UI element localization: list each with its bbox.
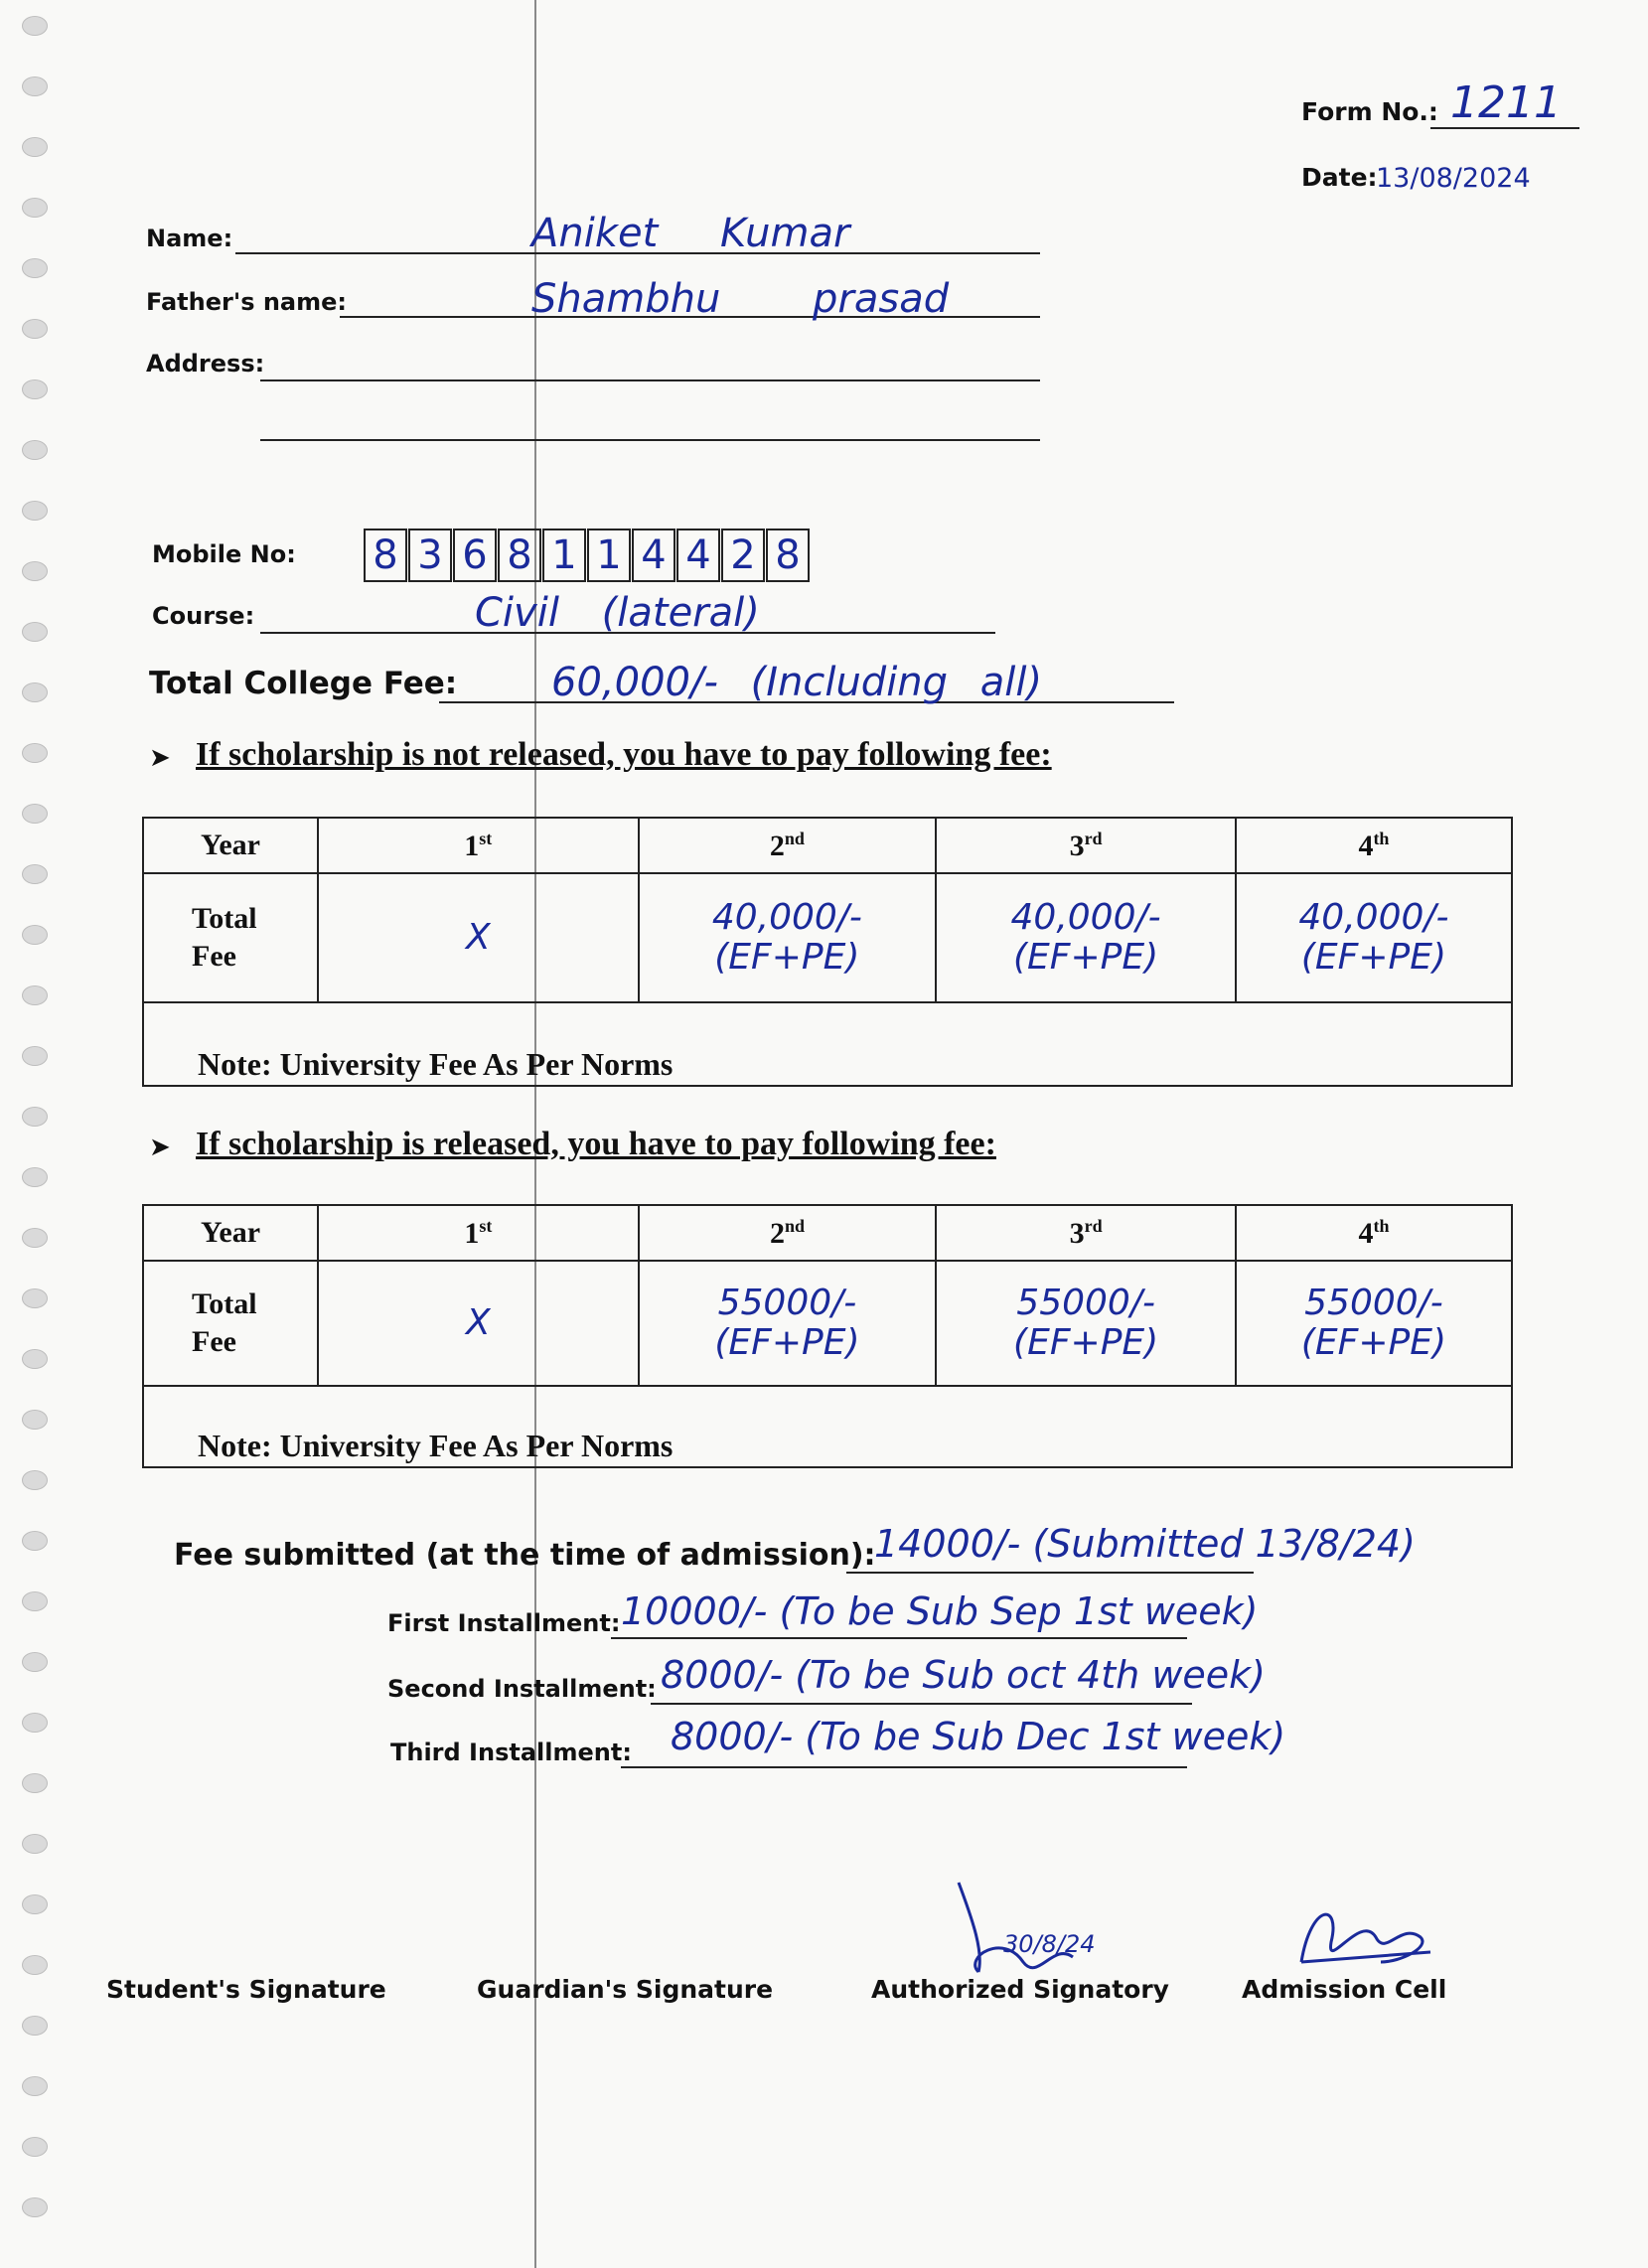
binder-hole <box>22 2137 48 2157</box>
year-3-header: 3rd <box>936 1205 1236 1261</box>
fee-year-2: 55000/- (EF+PE) <box>639 1261 937 1386</box>
binder-hole <box>22 16 48 36</box>
father-name-label: Father's name: <box>146 288 348 316</box>
binder-hole <box>22 440 48 460</box>
form-no-line <box>1430 127 1579 129</box>
binder-hole <box>22 1713 48 1733</box>
total-fee-label: Total College Fee: <box>149 666 458 701</box>
binder-hole <box>22 1288 48 1308</box>
mobile-digit-box: 4 <box>676 529 720 582</box>
form-no-label: Form No.: <box>1301 97 1438 126</box>
bullet-arrow-icon: ➤ <box>149 1133 171 1162</box>
not-released-heading: If scholarship is not released, you have to pay following fee: <box>196 736 1052 773</box>
binder-hole <box>22 1107 48 1127</box>
binder-hole <box>22 1955 48 1975</box>
mobile-digit-box: 8 <box>498 529 541 582</box>
authorized-date-mark: 30/8/24 <box>1003 1930 1096 1958</box>
mobile-digit-box: 4 <box>632 529 675 582</box>
binder-hole <box>22 1652 48 1672</box>
table-row <box>143 873 1512 1002</box>
guardian-signature-label: Guardian's Signature <box>477 1975 774 2004</box>
third-installment-value: 8000/- (To be Sub Dec 1st week) <box>671 1715 1286 1758</box>
binder-hole <box>22 2076 48 2096</box>
year-header: Year <box>143 818 318 873</box>
name-value: Aniket Kumar <box>531 211 850 256</box>
binder-hole <box>22 985 48 1005</box>
fee-table-released <box>142 1204 1513 1468</box>
table-row <box>143 1386 1512 1467</box>
binder-hole <box>22 2016 48 2036</box>
binder-hole <box>22 501 48 521</box>
second-installment-line <box>651 1703 1192 1705</box>
year-2-header: 2nd <box>639 1205 937 1261</box>
mobile-digit-box: 2 <box>721 529 765 582</box>
first-installment-label: First Installment: <box>387 1609 621 1637</box>
mobile-digit-box: 8 <box>766 529 810 582</box>
university-fee-note: Note: University Fee As Per Norms <box>143 1386 1512 1467</box>
binder-hole <box>22 682 48 702</box>
year-4-header: 4th <box>1236 1205 1512 1261</box>
fee-year-3: 55000/- (EF+PE) <box>936 1261 1236 1386</box>
year-1-header: 1st <box>318 818 638 873</box>
binder-hole <box>22 1591 48 1611</box>
fee-year-1: X <box>318 1261 639 1386</box>
binder-hole <box>22 1228 48 1248</box>
year-1-header: 1st <box>318 1205 639 1261</box>
table-row <box>143 818 1512 873</box>
second-installment-label: Second Installment: <box>387 1675 657 1703</box>
student-signature-label: Student's Signature <box>106 1975 386 2004</box>
binder-hole <box>22 743 48 763</box>
binder-hole <box>22 1167 48 1187</box>
authorized-signatory-label: Authorized Signatory <box>871 1975 1169 2004</box>
mobile-digit-box: 6 <box>453 529 497 582</box>
mobile-digit-box: 1 <box>587 529 631 582</box>
address-line-1 <box>260 379 1040 381</box>
binder-hole <box>22 1894 48 1914</box>
year-2-header: 2nd <box>639 818 937 873</box>
second-installment-value: 8000/- (To be Sub oct 4th week) <box>661 1653 1266 1697</box>
binder-hole <box>22 198 48 218</box>
table-row <box>143 1205 1512 1261</box>
first-installment-value: 10000/- (To be Sub Sep 1st week) <box>621 1589 1259 1633</box>
address-line-2 <box>260 439 1040 441</box>
binder-hole <box>22 137 48 157</box>
year-header: Year <box>143 1205 318 1261</box>
total-fee-row-label: Total Fee <box>143 873 318 1002</box>
university-fee-note: Note: University Fee As Per Norms <box>143 1002 1512 1086</box>
table-row <box>143 1002 1512 1086</box>
fee-year-4: 55000/- (EF+PE) <box>1236 1261 1512 1386</box>
binder-hole <box>22 379 48 399</box>
bullet-arrow-icon: ➤ <box>149 743 171 773</box>
fee-submitted-value: 14000/- (Submitted 13/8/24) <box>874 1522 1416 1566</box>
released-heading: If scholarship is released, you have to pay following fee: <box>196 1126 996 1162</box>
fee-year-3: 40,000/- (EF+PE) <box>936 873 1236 1002</box>
fee-submitted-label: Fee submitted (at the time of admission): <box>174 1538 876 1573</box>
mobile-digit-box: 1 <box>542 529 586 582</box>
table-row <box>143 1261 1512 1386</box>
binder-hole <box>22 804 48 824</box>
admission-cell-label: Admission Cell <box>1242 1975 1447 2004</box>
fee-year-2: 40,000/- (EF+PE) <box>639 873 937 1002</box>
mobile-digit-box: 3 <box>408 529 452 582</box>
father-name-value: Shambhu prasad <box>531 276 950 322</box>
fee-submitted-line <box>846 1572 1254 1574</box>
binder-hole <box>22 1773 48 1793</box>
binder-hole <box>22 622 48 642</box>
date-value: 13/08/2024 <box>1376 163 1531 194</box>
binder-hole <box>22 561 48 581</box>
third-installment-line <box>621 1766 1187 1768</box>
binder-hole <box>22 1349 48 1369</box>
binder-hole <box>22 1410 48 1430</box>
course-value: Civil (lateral) <box>475 590 760 636</box>
binder-hole <box>22 864 48 884</box>
name-label: Name: <box>146 225 233 252</box>
third-installment-label: Third Installment: <box>390 1739 632 1766</box>
fee-year-1: X <box>318 873 638 1002</box>
address-label: Address: <box>146 350 265 378</box>
binder-hole <box>22 1834 48 1854</box>
mobile-digit-box: 8 <box>364 529 407 582</box>
year-4-header: 4th <box>1236 818 1512 873</box>
fee-table-not-released <box>142 817 1513 1087</box>
first-installment-line <box>611 1637 1187 1639</box>
binder-hole <box>22 76 48 96</box>
form-no-value: 1211 <box>1450 77 1562 128</box>
binder-hole <box>22 258 48 278</box>
date-label: Date: <box>1301 163 1378 192</box>
course-label: Course: <box>152 602 255 630</box>
binder-hole <box>22 925 48 945</box>
binder-hole <box>22 319 48 339</box>
total-fee-value: 60,000/- (Including all) <box>551 660 1043 705</box>
fee-year-4: 40,000/- (EF+PE) <box>1236 873 1512 1002</box>
total-fee-row-label: Total Fee <box>143 1261 318 1386</box>
binder-hole <box>22 2197 48 2217</box>
binder-hole <box>22 1046 48 1066</box>
binder-hole <box>22 1470 48 1490</box>
authorized-signature-scribble <box>944 1863 1142 1992</box>
year-3-header: 3rd <box>936 818 1236 873</box>
binder-hole <box>22 1531 48 1551</box>
mobile-label: Mobile No: <box>152 540 296 568</box>
